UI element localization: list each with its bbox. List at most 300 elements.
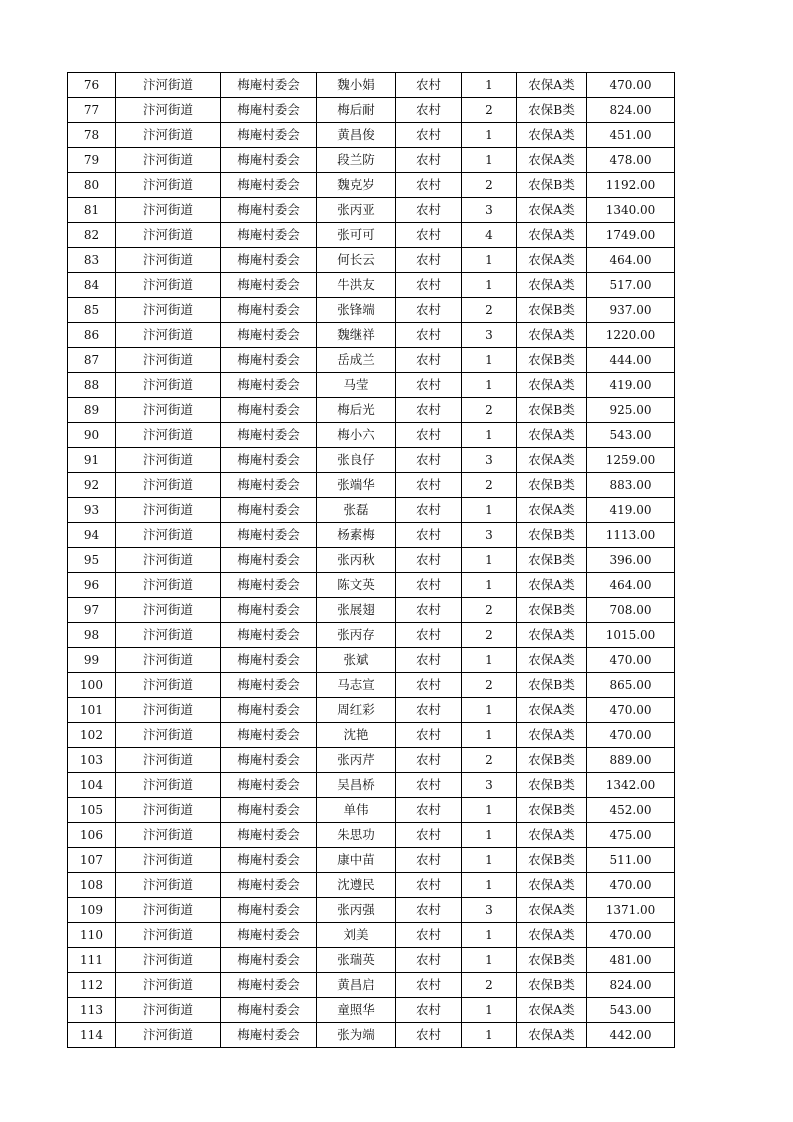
table-row — [68, 498, 675, 523]
cell-village-committee: 梅庵村委会 — [221, 848, 317, 873]
cell-household-type: 农村 — [396, 848, 462, 873]
cell-street: 汴河街道 — [116, 173, 221, 198]
cell-street: 汴河街道 — [116, 598, 221, 623]
cell-insurance-category: 农保A类 — [517, 898, 587, 923]
cell-village-committee: 梅庵村委会 — [221, 148, 317, 173]
cell-insurance-category: 农保A类 — [517, 648, 587, 673]
cell-amount: 451.00 — [587, 123, 675, 148]
table-row — [68, 673, 675, 698]
cell-person-name: 黄昌俊 — [317, 123, 396, 148]
cell-person-name: 魏继祥 — [317, 323, 396, 348]
cell-village-committee: 梅庵村委会 — [221, 98, 317, 123]
cell-household-type: 农村 — [396, 1023, 462, 1048]
cell-row-number: 91 — [68, 448, 116, 473]
cell-row-number: 83 — [68, 248, 116, 273]
cell-village-committee: 梅庵村委会 — [221, 648, 317, 673]
cell-row-number: 113 — [68, 998, 116, 1023]
cell-street: 汴河街道 — [116, 648, 221, 673]
cell-amount: 470.00 — [587, 873, 675, 898]
cell-insurance-category: 农保A类 — [517, 73, 587, 98]
table-row — [68, 873, 675, 898]
cell-row-number: 108 — [68, 873, 116, 898]
cell-person-name: 张可可 — [317, 223, 396, 248]
cell-person-name: 马莹 — [317, 373, 396, 398]
cell-street: 汴河街道 — [116, 448, 221, 473]
cell-family-count: 1 — [462, 873, 517, 898]
cell-village-committee: 梅庵村委会 — [221, 173, 317, 198]
cell-person-name: 周红彩 — [317, 698, 396, 723]
cell-person-name: 梅后光 — [317, 398, 396, 423]
cell-street: 汴河街道 — [116, 498, 221, 523]
table-row — [68, 73, 675, 98]
cell-insurance-category: 农保B类 — [517, 748, 587, 773]
cell-village-committee: 梅庵村委会 — [221, 523, 317, 548]
cell-insurance-category: 农保B类 — [517, 773, 587, 798]
cell-row-number: 109 — [68, 898, 116, 923]
cell-amount: 925.00 — [587, 398, 675, 423]
table-row — [68, 523, 675, 548]
cell-amount: 1259.00 — [587, 448, 675, 473]
cell-household-type: 农村 — [396, 323, 462, 348]
cell-family-count: 1 — [462, 723, 517, 748]
cell-street: 汴河街道 — [116, 98, 221, 123]
table-row — [68, 698, 675, 723]
cell-street: 汴河街道 — [116, 223, 221, 248]
cell-insurance-category: 农保B类 — [517, 798, 587, 823]
cell-family-count: 2 — [462, 598, 517, 623]
cell-family-count: 1 — [462, 798, 517, 823]
cell-family-count: 4 — [462, 223, 517, 248]
cell-person-name: 张良仔 — [317, 448, 396, 473]
cell-street: 汴河街道 — [116, 948, 221, 973]
cell-row-number: 86 — [68, 323, 116, 348]
table-row — [68, 823, 675, 848]
cell-row-number: 107 — [68, 848, 116, 873]
cell-household-type: 农村 — [396, 898, 462, 923]
cell-amount: 517.00 — [587, 273, 675, 298]
cell-person-name: 张为端 — [317, 1023, 396, 1048]
cell-street: 汴河街道 — [116, 273, 221, 298]
cell-street: 汴河街道 — [116, 148, 221, 173]
cell-village-committee: 梅庵村委会 — [221, 348, 317, 373]
cell-amount: 824.00 — [587, 98, 675, 123]
cell-amount: 442.00 — [587, 1023, 675, 1048]
cell-person-name: 张丙存 — [317, 623, 396, 648]
table-row — [68, 223, 675, 248]
cell-street: 汴河街道 — [116, 748, 221, 773]
cell-household-type: 农村 — [396, 948, 462, 973]
cell-household-type: 农村 — [396, 173, 462, 198]
cell-household-type: 农村 — [396, 523, 462, 548]
cell-family-count: 1 — [462, 73, 517, 98]
cell-household-type: 农村 — [396, 573, 462, 598]
cell-family-count: 2 — [462, 623, 517, 648]
cell-amount: 1342.00 — [587, 773, 675, 798]
cell-street: 汴河街道 — [116, 423, 221, 448]
cell-insurance-category: 农保B类 — [517, 173, 587, 198]
cell-person-name: 张端华 — [317, 473, 396, 498]
cell-person-name: 张丙芹 — [317, 748, 396, 773]
cell-family-count: 1 — [462, 548, 517, 573]
cell-street: 汴河街道 — [116, 298, 221, 323]
cell-village-committee: 梅庵村委会 — [221, 723, 317, 748]
cell-family-count: 1 — [462, 273, 517, 298]
cell-village-committee: 梅庵村委会 — [221, 473, 317, 498]
cell-household-type: 农村 — [396, 998, 462, 1023]
cell-village-committee: 梅庵村委会 — [221, 898, 317, 923]
cell-street: 汴河街道 — [116, 523, 221, 548]
cell-row-number: 92 — [68, 473, 116, 498]
cell-family-count: 1 — [462, 848, 517, 873]
cell-insurance-category: 农保A类 — [517, 448, 587, 473]
cell-family-count: 3 — [462, 323, 517, 348]
cell-row-number: 105 — [68, 798, 116, 823]
cell-row-number: 94 — [68, 523, 116, 548]
cell-village-committee: 梅庵村委会 — [221, 823, 317, 848]
table-row — [68, 123, 675, 148]
cell-row-number: 110 — [68, 923, 116, 948]
cell-person-name: 沈艳 — [317, 723, 396, 748]
cell-row-number: 97 — [68, 598, 116, 623]
cell-amount: 470.00 — [587, 698, 675, 723]
cell-village-committee: 梅庵村委会 — [221, 798, 317, 823]
cell-village-committee: 梅庵村委会 — [221, 623, 317, 648]
cell-household-type: 农村 — [396, 273, 462, 298]
table-row — [68, 398, 675, 423]
table-row — [68, 373, 675, 398]
cell-family-count: 1 — [462, 573, 517, 598]
cell-amount: 708.00 — [587, 598, 675, 623]
cell-village-committee: 梅庵村委会 — [221, 448, 317, 473]
cell-family-count: 2 — [462, 173, 517, 198]
cell-village-committee: 梅庵村委会 — [221, 73, 317, 98]
cell-village-committee: 梅庵村委会 — [221, 873, 317, 898]
table-row — [68, 748, 675, 773]
cell-amount: 543.00 — [587, 423, 675, 448]
cell-village-committee: 梅庵村委会 — [221, 423, 317, 448]
cell-amount: 470.00 — [587, 73, 675, 98]
cell-family-count: 1 — [462, 423, 517, 448]
cell-household-type: 农村 — [396, 873, 462, 898]
cell-village-committee: 梅庵村委会 — [221, 923, 317, 948]
cell-amount: 1371.00 — [587, 898, 675, 923]
table-row — [68, 948, 675, 973]
cell-insurance-category: 农保A类 — [517, 998, 587, 1023]
cell-street: 汴河街道 — [116, 923, 221, 948]
cell-household-type: 农村 — [396, 773, 462, 798]
cell-row-number: 112 — [68, 973, 116, 998]
table-row — [68, 323, 675, 348]
cell-person-name: 张锋端 — [317, 298, 396, 323]
cell-person-name: 单伟 — [317, 798, 396, 823]
cell-family-count: 3 — [462, 773, 517, 798]
cell-street: 汴河街道 — [116, 773, 221, 798]
cell-row-number: 79 — [68, 148, 116, 173]
cell-street: 汴河街道 — [116, 348, 221, 373]
cell-row-number: 85 — [68, 298, 116, 323]
cell-street: 汴河街道 — [116, 398, 221, 423]
cell-village-committee: 梅庵村委会 — [221, 548, 317, 573]
cell-family-count: 1 — [462, 373, 517, 398]
cell-row-number: 106 — [68, 823, 116, 848]
cell-insurance-category: 农保B类 — [517, 98, 587, 123]
cell-family-count: 2 — [462, 298, 517, 323]
cell-amount: 452.00 — [587, 798, 675, 823]
table-row — [68, 348, 675, 373]
cell-insurance-category: 农保A类 — [517, 573, 587, 598]
cell-person-name: 吴昌桥 — [317, 773, 396, 798]
cell-row-number: 95 — [68, 548, 116, 573]
cell-village-committee: 梅庵村委会 — [221, 273, 317, 298]
cell-person-name: 岳成兰 — [317, 348, 396, 373]
cell-family-count: 2 — [462, 473, 517, 498]
cell-family-count: 1 — [462, 998, 517, 1023]
cell-amount: 1113.00 — [587, 523, 675, 548]
cell-amount: 396.00 — [587, 548, 675, 573]
cell-street: 汴河街道 — [116, 323, 221, 348]
cell-amount: 419.00 — [587, 498, 675, 523]
cell-street: 汴河街道 — [116, 1023, 221, 1048]
cell-village-committee: 梅庵村委会 — [221, 123, 317, 148]
table-row — [68, 798, 675, 823]
table-row — [68, 98, 675, 123]
cell-household-type: 农村 — [396, 298, 462, 323]
cell-insurance-category: 农保A类 — [517, 823, 587, 848]
cell-household-type: 农村 — [396, 73, 462, 98]
cell-amount: 1015.00 — [587, 623, 675, 648]
cell-person-name: 张磊 — [317, 498, 396, 523]
table-row — [68, 198, 675, 223]
cell-village-committee: 梅庵村委会 — [221, 673, 317, 698]
cell-amount: 419.00 — [587, 373, 675, 398]
cell-household-type: 农村 — [396, 348, 462, 373]
cell-street: 汴河街道 — [116, 873, 221, 898]
cell-village-committee: 梅庵村委会 — [221, 373, 317, 398]
table-row — [68, 423, 675, 448]
cell-row-number: 87 — [68, 348, 116, 373]
cell-amount: 470.00 — [587, 648, 675, 673]
cell-household-type: 农村 — [396, 498, 462, 523]
cell-amount: 543.00 — [587, 998, 675, 1023]
cell-row-number: 101 — [68, 698, 116, 723]
page-content — [67, 72, 674, 1048]
cell-village-committee: 梅庵村委会 — [221, 198, 317, 223]
cell-household-type: 农村 — [396, 423, 462, 448]
cell-street: 汴河街道 — [116, 998, 221, 1023]
cell-insurance-category: 农保A类 — [517, 373, 587, 398]
cell-row-number: 77 — [68, 98, 116, 123]
cell-row-number: 76 — [68, 73, 116, 98]
table-row — [68, 773, 675, 798]
table-row — [68, 923, 675, 948]
cell-person-name: 刘美 — [317, 923, 396, 948]
cell-insurance-category: 农保A类 — [517, 623, 587, 648]
cell-household-type: 农村 — [396, 148, 462, 173]
cell-person-name: 牛洪友 — [317, 273, 396, 298]
cell-village-committee: 梅庵村委会 — [221, 323, 317, 348]
cell-insurance-category: 农保B类 — [517, 848, 587, 873]
cell-row-number: 103 — [68, 748, 116, 773]
cell-family-count: 1 — [462, 123, 517, 148]
table-row — [68, 973, 675, 998]
cell-household-type: 农村 — [396, 448, 462, 473]
cell-row-number: 81 — [68, 198, 116, 223]
cell-household-type: 农村 — [396, 723, 462, 748]
cell-insurance-category: 农保A类 — [517, 873, 587, 898]
cell-village-committee: 梅庵村委会 — [221, 748, 317, 773]
cell-village-committee: 梅庵村委会 — [221, 248, 317, 273]
cell-person-name: 魏克岁 — [317, 173, 396, 198]
cell-amount: 1340.00 — [587, 198, 675, 223]
cell-insurance-category: 农保A类 — [517, 423, 587, 448]
cell-row-number: 78 — [68, 123, 116, 148]
cell-insurance-category: 农保A类 — [517, 498, 587, 523]
table-row — [68, 173, 675, 198]
cell-family-count: 1 — [462, 1023, 517, 1048]
table-row — [68, 623, 675, 648]
cell-family-count: 3 — [462, 198, 517, 223]
cell-insurance-category: 农保A类 — [517, 123, 587, 148]
cell-amount: 475.00 — [587, 823, 675, 848]
cell-row-number: 111 — [68, 948, 116, 973]
cell-street: 汴河街道 — [116, 623, 221, 648]
cell-street: 汴河街道 — [116, 373, 221, 398]
cell-household-type: 农村 — [396, 248, 462, 273]
cell-insurance-category: 农保B类 — [517, 948, 587, 973]
cell-insurance-category: 农保B类 — [517, 398, 587, 423]
cell-household-type: 农村 — [396, 623, 462, 648]
table-body — [68, 73, 675, 1048]
cell-household-type: 农村 — [396, 198, 462, 223]
cell-street: 汴河街道 — [116, 573, 221, 598]
cell-household-type: 农村 — [396, 548, 462, 573]
table-row — [68, 598, 675, 623]
cell-family-count: 2 — [462, 973, 517, 998]
cell-row-number: 89 — [68, 398, 116, 423]
cell-insurance-category: 农保A类 — [517, 1023, 587, 1048]
cell-street: 汴河街道 — [116, 198, 221, 223]
cell-person-name: 童照华 — [317, 998, 396, 1023]
cell-village-committee: 梅庵村委会 — [221, 398, 317, 423]
cell-person-name: 张斌 — [317, 648, 396, 673]
cell-family-count: 3 — [462, 523, 517, 548]
cell-amount: 481.00 — [587, 948, 675, 973]
cell-family-count: 1 — [462, 348, 517, 373]
table-row — [68, 548, 675, 573]
cell-person-name: 朱思功 — [317, 823, 396, 848]
cell-amount: 464.00 — [587, 573, 675, 598]
table-row — [68, 473, 675, 498]
cell-person-name: 张丙强 — [317, 898, 396, 923]
cell-person-name: 段兰防 — [317, 148, 396, 173]
cell-amount: 883.00 — [587, 473, 675, 498]
cell-person-name: 沈遵民 — [317, 873, 396, 898]
cell-person-name: 康中苗 — [317, 848, 396, 873]
cell-row-number: 88 — [68, 373, 116, 398]
cell-household-type: 农村 — [396, 648, 462, 673]
cell-street: 汴河街道 — [116, 73, 221, 98]
cell-family-count: 2 — [462, 673, 517, 698]
cell-insurance-category: 农保A类 — [517, 198, 587, 223]
cell-insurance-category: 农保B类 — [517, 298, 587, 323]
cell-family-count: 3 — [462, 448, 517, 473]
cell-village-committee: 梅庵村委会 — [221, 598, 317, 623]
table-row — [68, 998, 675, 1023]
cell-household-type: 农村 — [396, 923, 462, 948]
cell-insurance-category: 农保B类 — [517, 548, 587, 573]
cell-village-committee: 梅庵村委会 — [221, 498, 317, 523]
cell-row-number: 93 — [68, 498, 116, 523]
cell-row-number: 82 — [68, 223, 116, 248]
cell-row-number: 90 — [68, 423, 116, 448]
cell-street: 汴河街道 — [116, 823, 221, 848]
cell-insurance-category: 农保A类 — [517, 223, 587, 248]
data-table — [67, 72, 675, 1048]
cell-village-committee: 梅庵村委会 — [221, 773, 317, 798]
cell-amount: 937.00 — [587, 298, 675, 323]
cell-street: 汴河街道 — [116, 848, 221, 873]
cell-insurance-category: 农保A类 — [517, 273, 587, 298]
table-row — [68, 1023, 675, 1048]
cell-insurance-category: 农保A类 — [517, 248, 587, 273]
cell-insurance-category: 农保B类 — [517, 973, 587, 998]
cell-family-count: 1 — [462, 948, 517, 973]
cell-street: 汴河街道 — [116, 798, 221, 823]
cell-household-type: 农村 — [396, 823, 462, 848]
cell-insurance-category: 农保A类 — [517, 923, 587, 948]
cell-village-committee: 梅庵村委会 — [221, 1023, 317, 1048]
cell-family-count: 2 — [462, 98, 517, 123]
cell-street: 汴河街道 — [116, 723, 221, 748]
cell-village-committee: 梅庵村委会 — [221, 223, 317, 248]
cell-amount: 824.00 — [587, 973, 675, 998]
cell-amount: 1220.00 — [587, 323, 675, 348]
table-row — [68, 248, 675, 273]
table-row — [68, 648, 675, 673]
cell-street: 汴河街道 — [116, 698, 221, 723]
cell-insurance-category: 农保B类 — [517, 523, 587, 548]
cell-person-name: 张丙秋 — [317, 548, 396, 573]
cell-family-count: 1 — [462, 923, 517, 948]
cell-row-number: 114 — [68, 1023, 116, 1048]
cell-amount: 464.00 — [587, 248, 675, 273]
cell-person-name: 何长云 — [317, 248, 396, 273]
cell-row-number: 102 — [68, 723, 116, 748]
cell-village-committee: 梅庵村委会 — [221, 948, 317, 973]
cell-amount: 865.00 — [587, 673, 675, 698]
table-row — [68, 298, 675, 323]
cell-street: 汴河街道 — [116, 473, 221, 498]
cell-family-count: 2 — [462, 748, 517, 773]
cell-amount: 444.00 — [587, 348, 675, 373]
cell-person-name: 张瑞英 — [317, 948, 396, 973]
cell-street: 汴河街道 — [116, 898, 221, 923]
cell-household-type: 农村 — [396, 373, 462, 398]
cell-insurance-category: 农保B类 — [517, 348, 587, 373]
cell-person-name: 张丙亚 — [317, 198, 396, 223]
cell-person-name: 黄昌启 — [317, 973, 396, 998]
cell-household-type: 农村 — [396, 698, 462, 723]
cell-amount: 889.00 — [587, 748, 675, 773]
table-row — [68, 848, 675, 873]
cell-family-count: 1 — [462, 148, 517, 173]
cell-person-name: 张展翅 — [317, 598, 396, 623]
cell-village-committee: 梅庵村委会 — [221, 998, 317, 1023]
cell-village-committee: 梅庵村委会 — [221, 698, 317, 723]
cell-row-number: 104 — [68, 773, 116, 798]
cell-insurance-category: 农保A类 — [517, 323, 587, 348]
cell-person-name: 梅后耐 — [317, 98, 396, 123]
